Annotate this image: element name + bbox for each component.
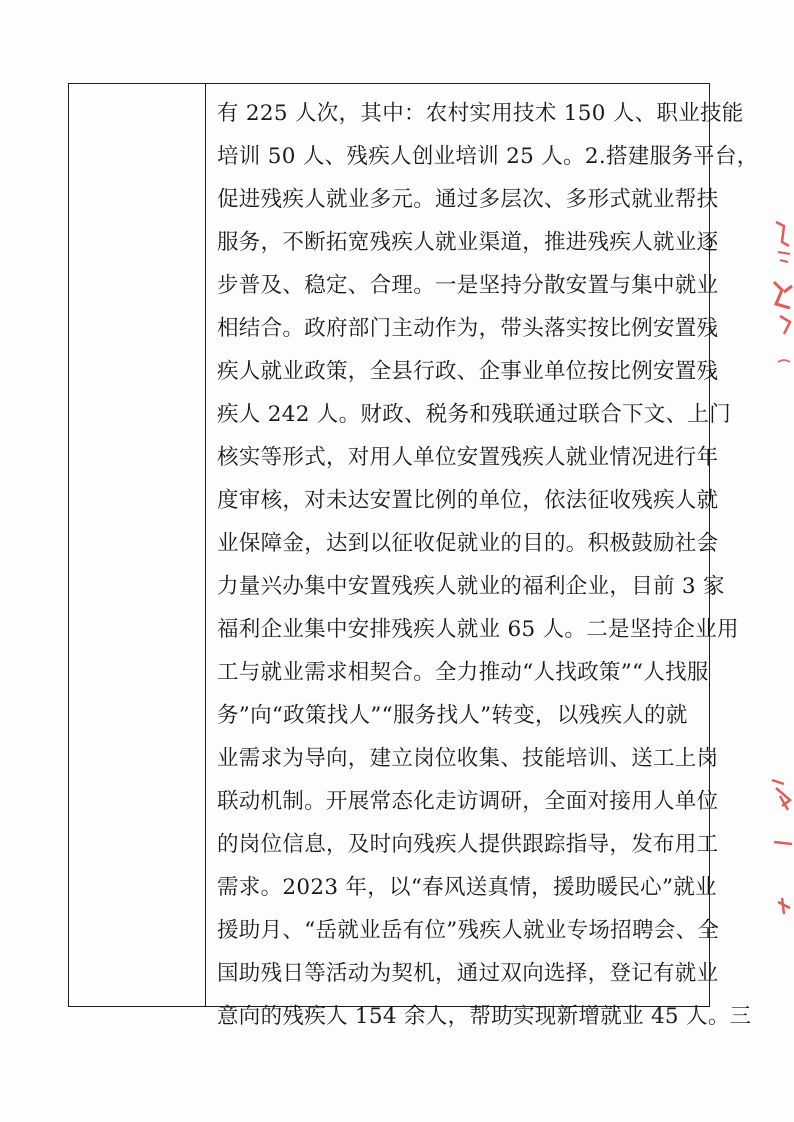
paragraph-line: 工与就业需求相契合。全力推动“人找政策”“人找服 bbox=[217, 660, 709, 685]
seal-stamp-fragment bbox=[754, 770, 794, 930]
paragraph-line: 福利企业集中安排残疾人就业 65 人。二是坚持企业用 bbox=[217, 617, 739, 642]
paragraph-line: 核实等形式，对用人单位安置残疾人就业情况进行年 bbox=[217, 445, 719, 470]
paragraph-line: 意向的残疾人 154 余人，帮助实现新增就业 45 人。三 bbox=[217, 1004, 752, 1029]
paragraph-line: 援助月、“岳就业岳有位”残疾人就业专场招聘会、全 bbox=[217, 918, 720, 943]
paragraph-line: 国助残日等活动为契机，通过双向选择，登记有就业 bbox=[217, 961, 719, 986]
paragraph-line: 度审核，对未达安置比例的单位，依法征收残疾人就 bbox=[217, 488, 719, 513]
paragraph-line: 的岗位信息，及时向残疾人提供跟踪指导，发布用工 bbox=[217, 832, 719, 857]
paragraph-line: 需求。2023 年，以“春风送真情，援助暖民心”就业 bbox=[217, 875, 717, 900]
paragraph-line: 务”向“政策找人”“服务找人”转变，以残疾人的就 bbox=[217, 703, 688, 728]
seal-stamp-fragment bbox=[754, 212, 794, 392]
paragraph-line: 有 225 人次，其中：农村实用技术 150 人、职业技能 bbox=[217, 101, 744, 126]
paragraph-line: 步普及、稳定、合理。一是坚持分散安置与集中就业 bbox=[217, 273, 719, 298]
paragraph-line: 培训 50 人、残疾人创业培训 25 人。2.搭建服务平台， bbox=[217, 144, 759, 169]
paragraph-line: 服务，不断拓宽残疾人就业渠道，推进残疾人就业逐 bbox=[217, 230, 719, 255]
table-content-cell bbox=[206, 84, 759, 1029]
paragraph-line: 力量兴办集中安置残疾人就业的福利企业，目前 3 家 bbox=[217, 574, 725, 599]
paragraph-line: 业保障金，达到以征收促就业的目的。积极鼓励社会 bbox=[217, 531, 719, 556]
paragraph-line: 联动机制。开展常态化走访调研，全面对接用人单位 bbox=[217, 789, 719, 814]
paragraph-line: 业需求为导向，建立岗位收集、技能培训、送工上岗 bbox=[217, 746, 719, 771]
paragraph-line: 疾人 242 人。财政、税务和残联通过联合下文、上门 bbox=[217, 402, 732, 427]
paragraph-line: 相结合。政府部门主动作为，带头落实按比例安置残 bbox=[217, 316, 719, 341]
form-table bbox=[68, 83, 759, 1029]
paragraph-line: 促进残疾人就业多元。通过多层次、多形式就业帮扶 bbox=[217, 187, 719, 212]
table-label-cell bbox=[69, 84, 206, 1006]
paragraph-line: 疾人就业政策，全县行政、企事业单位按比例安置残 bbox=[217, 359, 719, 384]
